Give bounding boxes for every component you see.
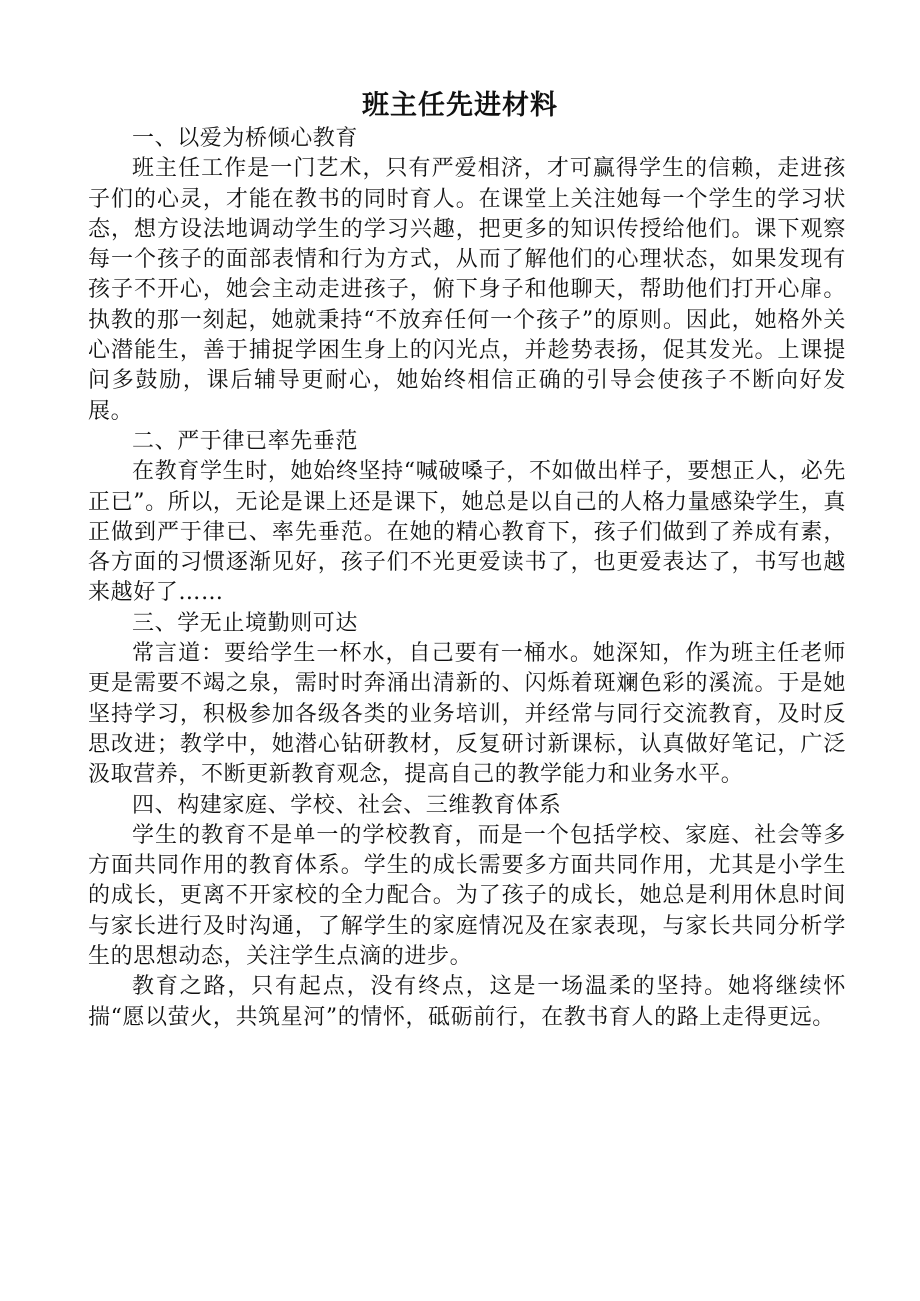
section-heading: 二、严于律已率先垂范 [132,428,359,454]
section-heading: 一、以爱为桥倾心教育 [132,126,359,151]
section-heading: 四、构建家庭、学校、社会、三维教育体系 [132,792,562,818]
document-title: 班主任先进材料 [362,90,558,121]
body-paragraph: 常言道：要给学生一杯水，自己要有一桶水。她深知，作为班主任老师更是需要不竭之泉，需时时奔涌出清新的、闪烁着斑斓色彩的溪流。于是她坚持学习，积极参加各级各类的业务培训，并经常与同行交流教育，及时反思改进；教学中，她潜心钻研教材，反复研讨新课标，认真做好笔记，广泛汲取营养，不断更新教育观念，提高自己的教学能力和业务水平。 [88,641,846,788]
body-paragraph: 在教育学生时，她始终坚持“喊破嗓子，不如做出样子，要想正人，必先正已”。所以，无论是课上还是课下，她总是以自己的人格力量感染学生，真正做到严于律已、率先垂范。在她的精心教育下，孩子们做到了养成有素，各方面的习惯逐渐见好，孩子们不光更爱读书了，也更爱表达了，书写也越来越好了…… [88,459,846,606]
document-body [88,124,846,1033]
body-paragraph: 班主任工作是一门艺术，只有严爱相济，才可赢得学生的信赖，走进孩子们的心灵，才能在教书的同时育人。在课堂上关注她每一个学生的学习状态，想方设法地调动学生的学习兴趣，把更多的知识传授给他们。课下观察每一个孩子的面部表情和行为方式，从而了解他们的心理状态，如果发现有孩子不开心，她会主动走进孩子，俯下身子和他聊天，帮助他们打开心扉。执教的那一刻起，她就秉持“不放弃任何一个孩子”的原则。因此，她格外关心潜能生，善于捕捉学困生身上的闪光点，并趁势表扬，促其发光。上课提问多鼓励，课后辅导更耐心，她始终相信正确的引导会使孩子不断向好发展。 [88,156,846,424]
closing-paragraph: 教育之路，只有起点，没有终点，这是一场温柔的坚持。她将继续怀揣“愿以萤火，共筑星河”的情怀，砥砺前行，在教书育人的路上走得更远。 [88,974,846,1030]
body-paragraph: 学生的教育不是单一的学校教育，而是一个包括学校、家庭、社会等多方面共同作用的教育体系。学生的成长需要多方面共同作用，尤其是小学生的成长，更离不开家校的全力配合。为了孩子的成长，她总是利用休息时间与家长进行及时沟通，了解学生的家庭情况及在家表现，与家长共同分析学生的思想动态，关注学生点滴的进步。 [88,822,846,970]
section-heading: 三、学无止境勤则可达 [132,610,359,636]
